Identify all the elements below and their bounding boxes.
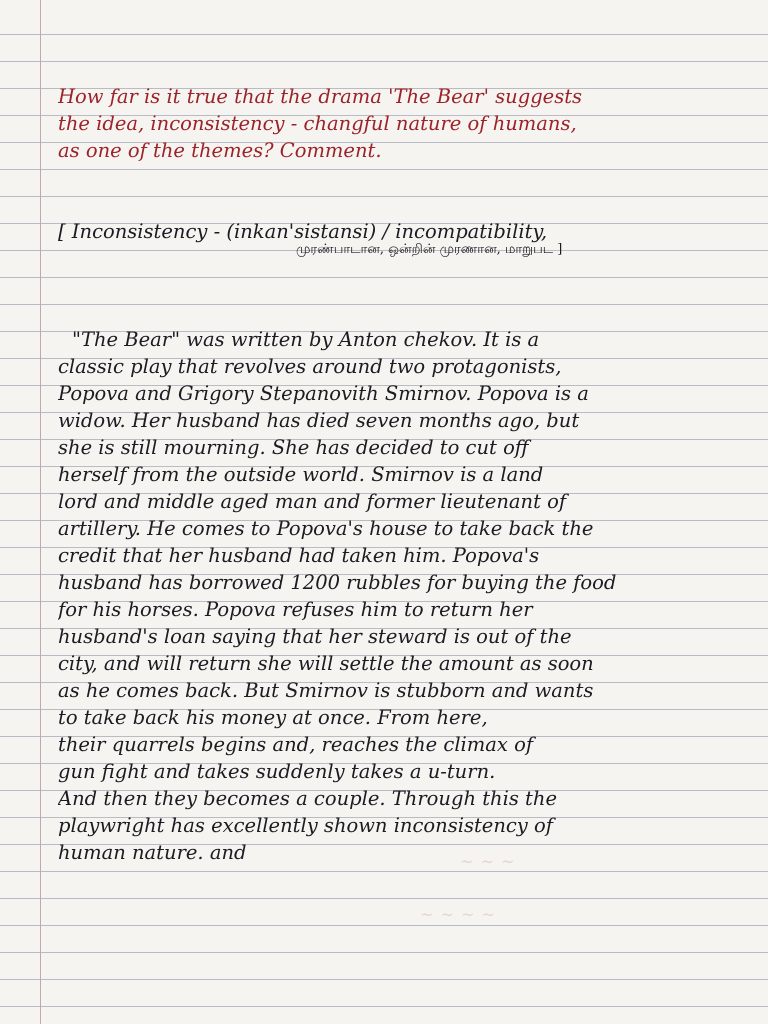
answer-line-15: to take back his money at once. From here,	[58, 706, 488, 729]
vocab-note: [ Inconsistency - (inkan'sistansi) / incompatibility,	[58, 220, 548, 243]
answer-line-12: husband's loan saying that her steward is out of the	[58, 625, 572, 648]
answer-line-13: city, and will return she will settle the amount as soon	[58, 652, 594, 675]
answer-line-3: Popova and Grigory Stepanovith Smirnov. Popova is a	[58, 382, 589, 405]
question-line-3: as one of the themes? Comment.	[58, 139, 382, 162]
answer-line-2: classic play that revolves around two protagonists,	[58, 355, 562, 378]
answer-line-6: herself from the outside world. Smirnov is a land	[58, 463, 544, 486]
margin-line	[40, 0, 41, 1024]
answer-line-11: for his horses. Popova refuses him to return her	[58, 598, 533, 621]
answer-line-17: gun fight and takes suddenly takes a u-turn.	[58, 760, 496, 783]
answer-line-7: lord and middle aged man and former lieutenant of	[58, 490, 567, 513]
answer-line-8: artillery. He comes to Popova's house to take back the	[58, 517, 594, 540]
answer-line-9: credit that her husband had taken him. Popova's	[58, 544, 540, 567]
question-line-2: the idea, inconsistency - changful nature of humans,	[58, 112, 577, 135]
answer-line-16: their quarrels begins and, reaches the climax of	[58, 733, 534, 756]
answer-line-18: And then they becomes a couple. Through this the	[58, 787, 557, 810]
answer-line-10: husband has borrowed 1200 rubbles for buying the food	[58, 571, 617, 594]
answer-line-4: widow. Her husband has died seven months ago, but	[58, 409, 580, 432]
vocab-note-tamil: முரண்பாடான, ஒன்றின் முரணான, மாறுபட ]	[296, 242, 563, 257]
answer-line-1: "The Bear" was written by Anton chekov. It is a	[72, 328, 540, 351]
answer-line-14: as he comes back. But Smirnov is stubborn and wants	[58, 679, 594, 702]
bleed-through-mark: ~ ~ ~	[460, 852, 516, 871]
bleed-through-mark: ~ ~ ~ ~	[420, 905, 496, 924]
question-line-1: How far is it true that the drama 'The Bear' suggests	[58, 85, 583, 108]
answer-line-20: human nature. and	[58, 841, 247, 864]
answer-line-19: playwright has excellently shown inconsistency of	[58, 814, 553, 837]
answer-line-5: she is still mourning. She has decided to cut off	[58, 436, 529, 459]
